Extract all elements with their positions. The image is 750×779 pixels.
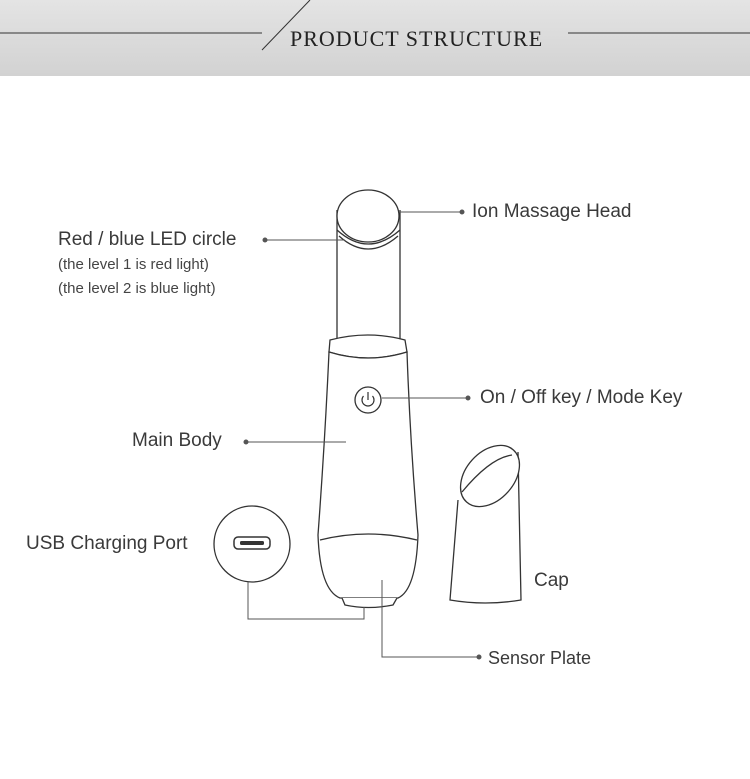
micro-usb-port-icon [234, 537, 270, 549]
label-sensor-plate: Sensor Plate [488, 648, 592, 668]
label-cap: Cap [534, 570, 569, 591]
power-button [355, 387, 381, 413]
label-main-body: Main Body [132, 430, 222, 451]
header-banner [0, 0, 750, 76]
usb-port-zoom [214, 506, 290, 582]
label-led-note-2: (the level 2 is blue light) [58, 280, 216, 297]
label-led-circle: Red / blue LED circle [58, 229, 237, 250]
label-on-off-key: On / Off key / Mode Key [480, 387, 683, 408]
label-ion-massage-head: Ion Massage Head [472, 201, 632, 222]
cap [449, 434, 532, 603]
label-usb-port: USB Charging Port [26, 533, 188, 554]
product-diagram [0, 76, 750, 779]
page-title: PRODUCT STRUCTURE [290, 26, 544, 51]
label-led-note-1: (the level 1 is red light) [58, 256, 209, 273]
ion-massage-head [337, 190, 400, 346]
